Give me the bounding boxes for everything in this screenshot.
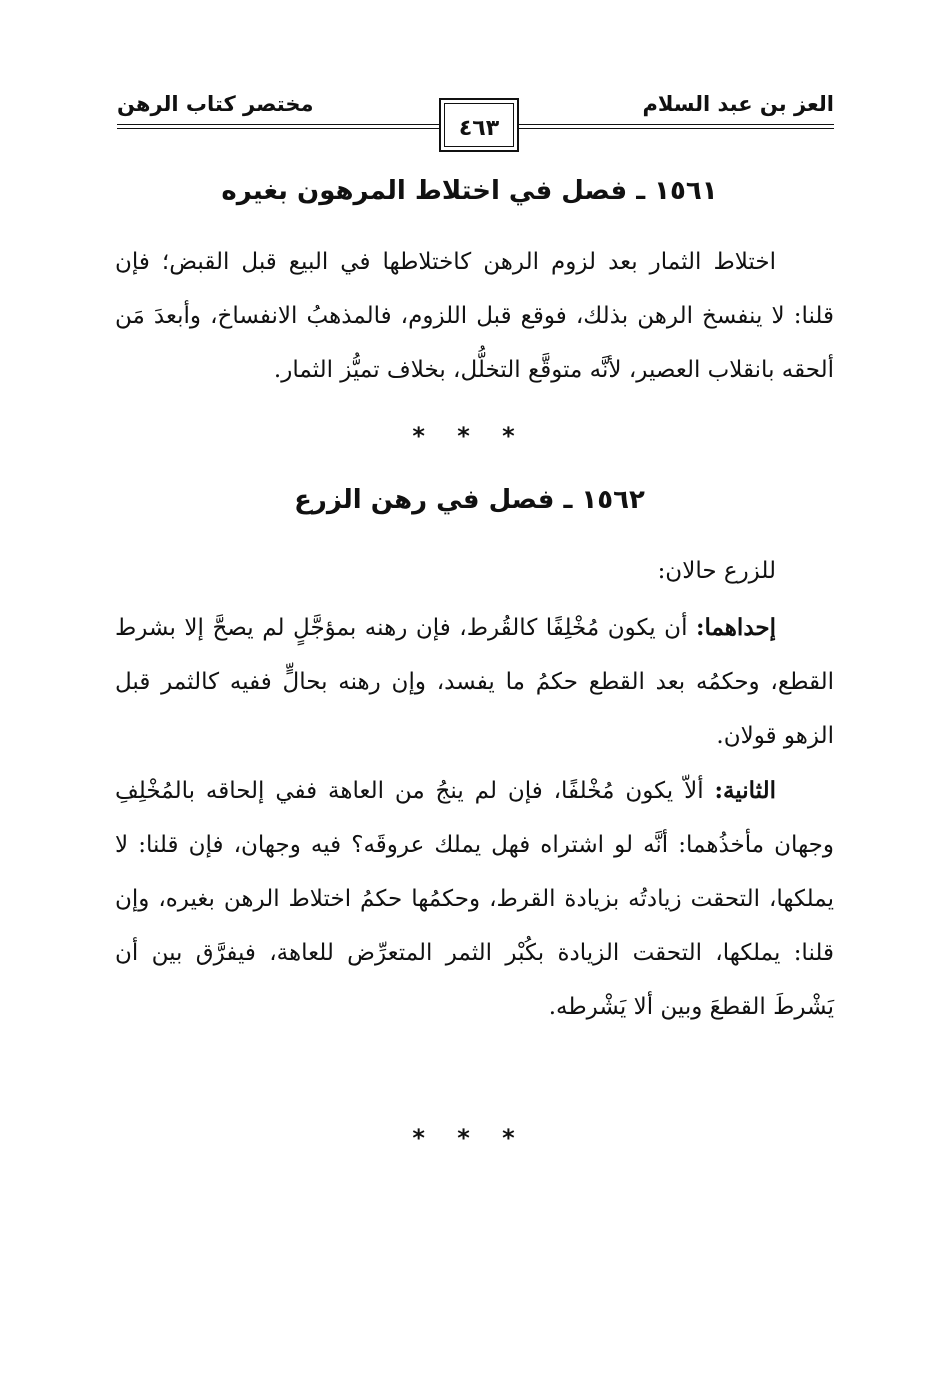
section-1562-case-2 <box>115 764 834 1034</box>
header-rule-left <box>117 124 439 129</box>
section-heading-1562: ١٥٦٢ ـ فصل في رهن الزرع <box>294 485 645 515</box>
running-header-book-title: مختصر كتاب الرهن <box>117 92 314 116</box>
section-1561-paragraph: اختلاط الثمار بعد لزوم الرهن كاختلاطها في البيع قبل القبض؛ فإن قلنا: لا ينفسخ الرهن بذلك، فوقع قبل اللزوم، فالمذهبُ الانفساخ، وأبعدَ مَن ألحقه بانقلاب العصير، لأنَّه متوقَّع التخلُّل، بخلاف تميُّز الثمار. <box>115 249 834 383</box>
section-separator-2: * * * <box>412 1124 527 1152</box>
page-number-frame <box>439 98 519 152</box>
case-1-lead: إحداهما: <box>696 614 776 641</box>
section-heading-1561: ١٥٦١ ـ فصل في اختلاط المرهون بغيره <box>221 176 718 206</box>
header-rule-right <box>519 124 834 129</box>
page-number: ٤٦٣ <box>458 116 500 141</box>
case-2-text: ألاّ يكون مُخْلفًا، فإن لم ينجُ من العاهة ففي إلحاقه بالمُخْلِفِ وجهان مأخذُهما: أنَّه لو اشتراه فهل يملك عروقَه؟ فيه وجهان، فإن قلنا: لا يملكها، التحقت زيادتُه بزيادة القرط، وحكمُها حكمُ اختلاط الرهن بغيره، وإن قلنا: يملكها، التحقت الزيادة بكُبْر الثمر المتعرِّض للعاهة، فيفرَّق بين أن يَشْرطَ القطعَ وبين ألا يَشْرطه. <box>115 778 834 1020</box>
section-separator-1: * * * <box>412 422 527 450</box>
running-header-author: العز بن عبد السلام <box>642 92 834 116</box>
section-1562-case-1 <box>115 601 834 763</box>
case-2-lead: الثانية: <box>714 777 776 804</box>
case-1-text: أن يكون مُخْلِفًا كالقُرط، فإن رهنه بمؤجَّلٍ لم يصحَّ إلا بشرط القطع، وحكمُه بعد القطع حكمُ ما يفسد، وإن رهنه بحالٍّ ففيه كالثمر قبل الزهو قولان. <box>115 615 834 749</box>
section-1562-intro: للزرع حالان: <box>657 558 776 584</box>
